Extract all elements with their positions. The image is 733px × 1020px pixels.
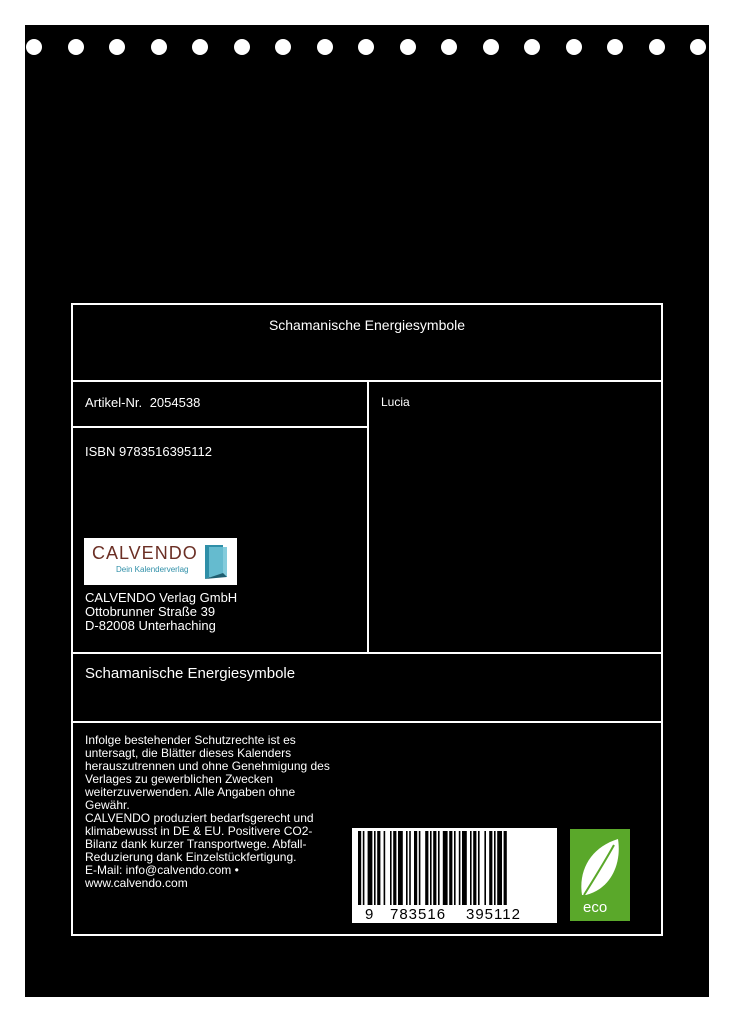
- binding-hole: [151, 39, 167, 55]
- barcode-bar: [419, 831, 421, 905]
- barcode-bar: [363, 831, 365, 905]
- legal-line: Infolge bestehender Schutzrechte ist es: [85, 733, 296, 747]
- publisher-address: [85, 591, 237, 633]
- calendar-subtitle: Schamanische Energiesymbole: [85, 665, 296, 682]
- binding-hole: [566, 39, 582, 55]
- calendar-pages-icon: [201, 543, 229, 581]
- barcode-bar: [494, 831, 496, 905]
- legal-line: Verlages zu gewerblichen Zwecken: [85, 772, 274, 786]
- barcode-bar: [414, 831, 417, 905]
- barcode-bar: [504, 831, 507, 905]
- barcode-bar: [473, 831, 476, 905]
- calvendo-logo: [84, 538, 237, 585]
- legal-line: herauszutrennen und ohne Genehmigung des: [85, 759, 330, 773]
- barcode-bar: [478, 831, 480, 905]
- legal-line: Gewähr.: [85, 798, 130, 812]
- legal-line: untersagt, die Blätter dieses Kalenders: [85, 746, 292, 760]
- barcode-digits-group2: 395112: [466, 906, 521, 923]
- binding-hole: [234, 39, 250, 55]
- address-line: CALVENDO Verlag GmbH: [85, 590, 238, 605]
- barcode-digit-first: 9: [365, 906, 374, 923]
- address-line: D-82008 Unterhaching: [85, 618, 216, 633]
- binding-hole: [317, 39, 333, 55]
- binding-hole: [275, 39, 291, 55]
- binding-hole: [26, 39, 42, 55]
- barcode-bar: [393, 831, 396, 905]
- barcode-bar: [449, 831, 452, 905]
- binding-hole: [109, 39, 125, 55]
- legal-line: CALVENDO produziert bedarfsgerecht und: [85, 811, 314, 825]
- binding-hole: [400, 39, 416, 55]
- binding-hole: [68, 39, 84, 55]
- barcode-bar: [425, 831, 428, 905]
- legal-line: klimabewusst in DE & EU. Positivere CO2-: [85, 824, 313, 838]
- barcode-bar: [390, 831, 392, 905]
- barcode-bar: [443, 831, 448, 905]
- barcode-bar: [454, 831, 456, 905]
- barcode-digits-group1: 783516: [390, 906, 447, 923]
- barcode-bar: [358, 831, 361, 905]
- eco-label: eco: [583, 899, 608, 916]
- article-number-row: [85, 395, 200, 410]
- barcode-bar: [384, 831, 386, 905]
- legal-line: www.calvendo.com: [85, 876, 188, 890]
- barcode-bar: [433, 831, 436, 905]
- barcode-bar: [484, 831, 486, 905]
- barcode-bar: [368, 831, 373, 905]
- legal-line: Reduzierung dank Einzelstückfertigung.: [85, 850, 297, 864]
- barcode-bar: [462, 831, 467, 905]
- barcode-bar: [459, 831, 461, 905]
- binding-hole: [441, 39, 457, 55]
- address-line: Ottobrunner Straße 39: [85, 604, 216, 619]
- calendar-title: Schamanische Energiesymbole: [268, 317, 466, 333]
- legal-notice: [85, 734, 360, 890]
- article-number: 2054538: [149, 395, 201, 410]
- isbn-barcode: [352, 828, 557, 923]
- barcode-bar: [489, 831, 492, 905]
- author-name: Lucia: [381, 395, 410, 409]
- barcode-bar: [470, 831, 472, 905]
- barcode-bar: [398, 831, 403, 905]
- binding-hole: [483, 39, 499, 55]
- barcode-bar: [374, 831, 376, 905]
- author-box: [367, 380, 663, 654]
- logo-tagline: Dein Kalenderverlag: [116, 565, 189, 574]
- binding-hole: [358, 39, 374, 55]
- barcode-bar: [430, 831, 432, 905]
- legal-line: E-Mail: info@calvendo.com •: [85, 863, 239, 877]
- binding-hole: [524, 39, 540, 55]
- logo-name: CALVENDO: [92, 543, 198, 563]
- barcode-bar: [406, 831, 408, 905]
- eco-badge: [570, 829, 630, 921]
- barcode-bar: [409, 831, 411, 905]
- barcode-bar: [438, 831, 440, 905]
- barcode-bar: [497, 831, 502, 905]
- legal-line: Bilanz dank kurzer Transportwege. Abfall-: [85, 837, 307, 851]
- barcode-bar: [377, 831, 380, 905]
- legal-line: weiterzuverwenden. Alle Angaben ohne: [85, 785, 296, 799]
- binding-hole: [649, 39, 665, 55]
- binding-hole: [607, 39, 623, 55]
- binding-hole: [690, 39, 706, 55]
- isbn: ISBN 9783516395112: [85, 444, 212, 459]
- binding-hole: [192, 39, 208, 55]
- article-label: Artikel-Nr.: [85, 395, 143, 410]
- barcode-bars: [352, 828, 557, 923]
- title-box: [71, 303, 663, 382]
- subtitle-box: [71, 652, 663, 723]
